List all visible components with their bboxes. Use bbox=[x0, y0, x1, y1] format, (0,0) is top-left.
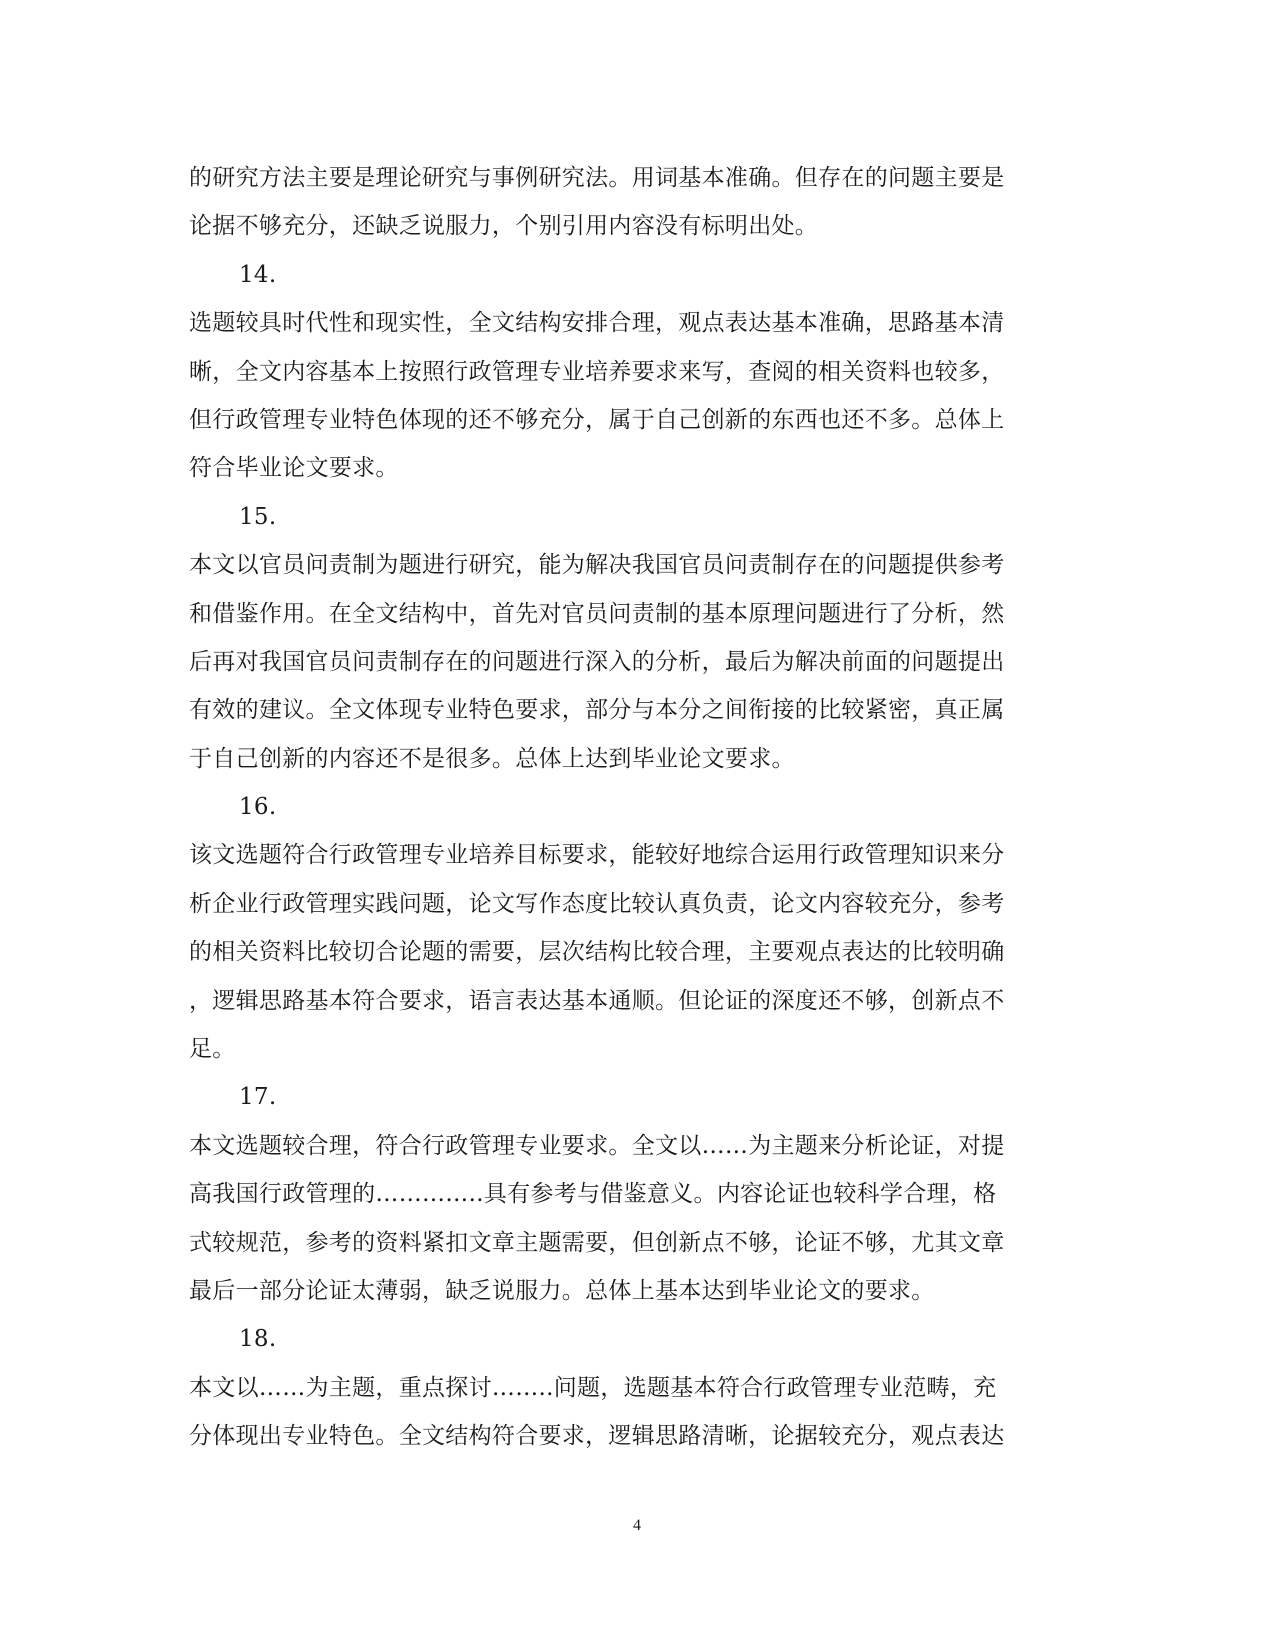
text-line: 析企业行政管理实践问题，论文写作态度比较认真负责，论文内容较充分，参考 bbox=[189, 890, 1005, 917]
text-line: 本文选题较合理，符合行政管理专业要求。全文以……为主题来分析论证，对提 bbox=[189, 1132, 1005, 1159]
text-line: 该文选题符合行政管理专业培养目标要求，能较好地综合运用行政管理知识来分 bbox=[189, 842, 1005, 869]
text-line: ，逻辑思路基本符合要求，语言表达基本通顺。但论证的深度还不够，创新点不 bbox=[189, 987, 1005, 1014]
page-number: 4 bbox=[633, 1517, 641, 1534]
item-number: 15. bbox=[239, 503, 277, 530]
text-line: 晰，全文内容基本上按照行政管理专业培养要求来写，查阅的相关资料也较多， bbox=[189, 358, 1005, 385]
text-line: 但行政管理专业特色体现的还不够充分，属于自己创新的东西也还不多。总体上 bbox=[189, 406, 1005, 433]
item-number: 16. bbox=[239, 794, 277, 821]
text-line: 论据不够充分，还缺乏说服力，个别引用内容没有标明出处。 bbox=[189, 213, 819, 240]
text-line: 高我国行政管理的…………..具有参考与借鉴意义。内容论证也较科学合理，格 bbox=[189, 1181, 997, 1208]
text-line: 足。 bbox=[189, 1036, 236, 1063]
text-line: 的相关资料比较切合论题的需要，层次结构比较合理，主要观点表达的比较明确 bbox=[189, 939, 1005, 966]
item-number: 14. bbox=[239, 261, 277, 288]
text-line: 的研究方法主要是理论研究与事例研究法。用词基本准确。但存在的问题主要是 bbox=[189, 165, 1005, 191]
text-line: 后再对我国官员问责制存在的问题进行深入的分析，最后为解决前面的问题提出 bbox=[189, 648, 1005, 675]
item-number: 17. bbox=[239, 1084, 277, 1111]
text-line: 最后一部分论证太薄弱，缺乏说服力。总体上基本达到毕业论文的要求。 bbox=[189, 1277, 935, 1304]
text-line: 于自己创新的内容还不是很多。总体上达到毕业论文要求。 bbox=[189, 745, 795, 772]
text-line: 和借鉴作用。在全文结构中，首先对官员问责制的基本原理问题进行了分析，然 bbox=[189, 600, 1005, 627]
text-line: 选题较具时代性和现实性，全文结构安排合理，观点表达基本准确，思路基本清 bbox=[189, 310, 1005, 337]
document-body bbox=[189, 154, 1065, 1461]
text-line: 有效的建议。全文体现专业特色要求，部分与本分之间衔接的比较紧密，真正属 bbox=[189, 697, 1005, 724]
item-number: 18. bbox=[239, 1326, 277, 1353]
text-line: 分体现出专业特色。全文结构符合要求，逻辑思路清晰，论据较充分，观点表达 bbox=[189, 1423, 1005, 1450]
text-line: 本文以……为主题，重点探讨……..问题，选题基本符合行政管理专业范畴，充 bbox=[189, 1374, 997, 1401]
text-line: 符合毕业论文要求。 bbox=[189, 455, 399, 482]
text-line: 本文以官员问责制为题进行研究，能为解决我国官员问责制存在的问题提供参考 bbox=[189, 552, 1005, 579]
text-line: 式较规范，参考的资料紧扣文章主题需要，但创新点不够，论证不够，尤其文章 bbox=[189, 1229, 1005, 1256]
